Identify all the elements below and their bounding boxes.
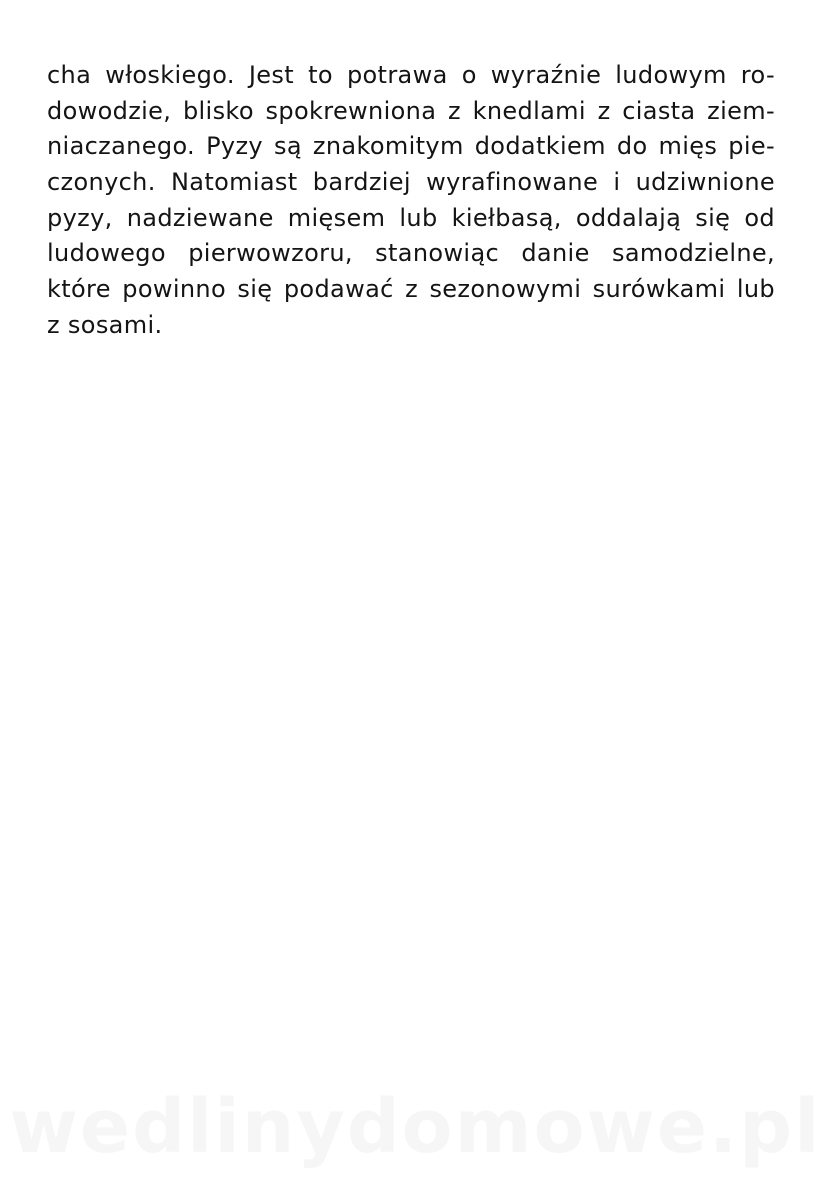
paragraph-line-2: dowodzie, blisko spokrewniona z knedlami z ciasta ziem-: [47, 96, 775, 125]
body-paragraph: [47, 58, 775, 344]
paragraph-line-6: ludowego pierwowzoru, stanowiąc danie samodzielne,: [47, 239, 775, 268]
paragraph-line-1: cha włoskiego. Jest to potrawa o wyraźnie ludowym ro-: [47, 61, 775, 89]
paragraph-line-5: pyzy, nadziewane mięsem lub kiełbasą, oddalają się od: [47, 203, 775, 232]
site-watermark: wedlinydomowe.pl: [9, 1084, 822, 1170]
paragraph-line-8: z sosami.: [47, 310, 163, 339]
paragraph-line-4: czonych. Natomiast bardziej wyrafinowane i udziwnione: [47, 168, 775, 197]
paragraph-line-3: niaczanego. Pyzy są znakomitym dodatkiem do mięs pie-: [47, 132, 775, 161]
paragraph-line-7: które powinno się podawać z sezonowymi surówkami lub: [47, 275, 775, 304]
